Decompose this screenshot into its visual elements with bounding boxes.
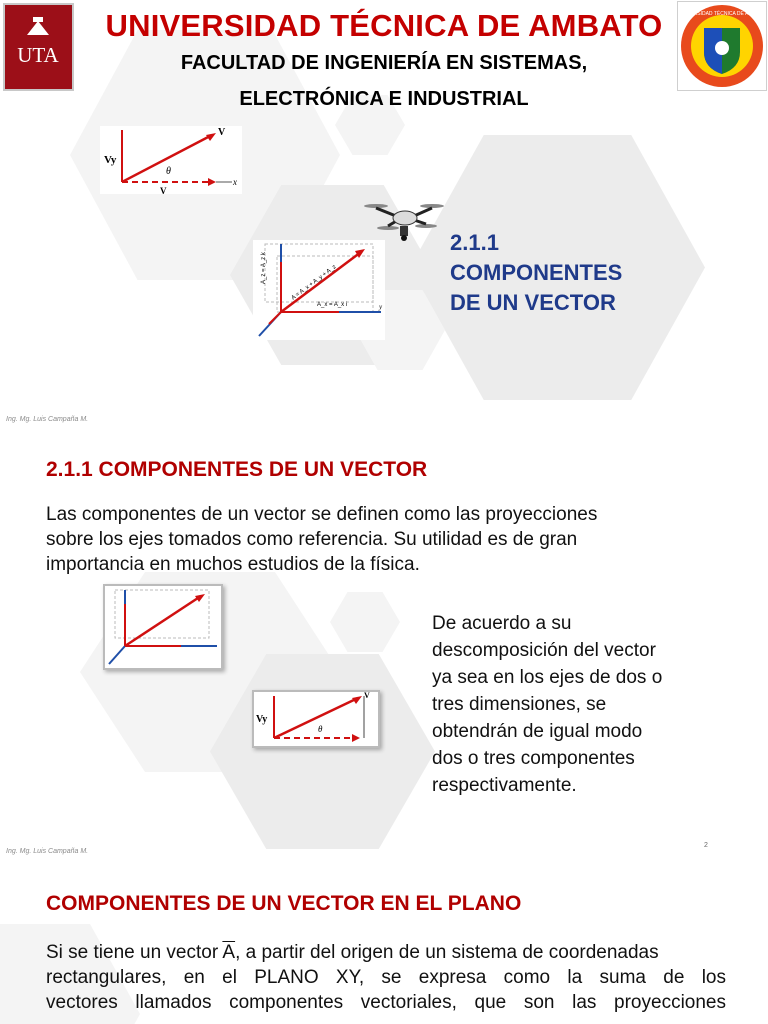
label-v: V [364,692,370,700]
plane-line-1-prefix: Si se tiene un vector [46,942,223,963]
topic-title [450,228,622,318]
topic-line-1: COMPONENTES [450,260,623,285]
side-paragraph [432,610,732,799]
side-line: ya sea en los ejes de dos o [432,667,663,688]
slide-2 [0,432,768,864]
label-x: x [233,177,237,187]
faculty-line-2: ELECTRÓNICA E INDUSTRIAL [239,88,529,110]
label-vy: Vy [256,714,268,725]
label-a: A = A_x + A_y + A_z [290,264,338,302]
side-line: obtendrán de igual modo [432,721,643,742]
label-theta: θ [318,724,323,734]
slide-1 [0,0,768,432]
vector-3d-figure [103,584,223,670]
section-heading: 2.1.1 COMPONENTES DE UN VECTOR [46,458,428,481]
logo-text: UTA [17,43,59,67]
footer-author: Ing. Mg. Luis Campaña M. [6,848,89,855]
label-v: V [218,127,226,138]
vector-2d-figure [252,690,380,748]
side-line: tres dimensiones, se [432,694,607,715]
plane-line-1-suffix: , a partir del origen de un sistema de coordenadas [235,942,659,963]
side-line: De acuerdo a su [432,613,572,634]
page-number: 2 [704,842,708,849]
topic-number: 2.1.1 [450,230,499,255]
label-y: y [379,303,383,311]
label-vy: Vy [104,154,117,166]
crest-text: UNIVERSIDAD TÉCNICA DE AMBATO [678,11,766,17]
topic-line-2: DE UN VECTOR [450,290,616,315]
vector-2d-figure [100,126,242,194]
slide-3 [0,864,768,1024]
university-title: UNIVERSIDAD TÉCNICA DE AMBATO [105,8,663,43]
label-ax: A_x = A_x i [317,302,348,308]
intro-paragraph [46,502,597,577]
section-heading: COMPONENTES DE UN VECTOR EN EL PLANO [46,892,522,915]
label-vx: V [160,186,167,194]
side-line: respectivamente. [432,775,577,796]
side-line: dos o tres componentes [432,748,635,769]
plane-line-1 [46,940,726,965]
intro-line-2: sobre los ejes tomados como referencia. Su utilidad es de gran [46,529,578,550]
plane-line-2: rectangulares, en el PLANO XY, se expresa como la suma de los [46,967,726,988]
plane-paragraph [46,940,726,1015]
label-az: A_z = A_z k [261,252,267,284]
faculty-crest [677,1,767,91]
plane-line-3: vectores llamados componentes vectoriales, que son las proyecciones [46,992,726,1013]
vector-a-symbol: $\overline{A}$ [222,942,236,963]
vector-3d-figure [253,240,385,340]
side-line: descomposición del vector [432,640,656,661]
label-theta: θ [166,166,171,177]
bg-hexagon [330,592,400,652]
intro-line-3: importancia en muchos estudios de la física. [46,554,420,575]
faculty-line-1: FACULTAD DE INGENIERÍA EN SISTEMAS, [180,52,588,74]
footer-author: Ing. Mg. Luis Campaña M. [6,416,89,423]
drone-image [362,200,446,244]
intro-line-1: Las componentes de un vector se definen como las proyecciones [46,504,598,525]
